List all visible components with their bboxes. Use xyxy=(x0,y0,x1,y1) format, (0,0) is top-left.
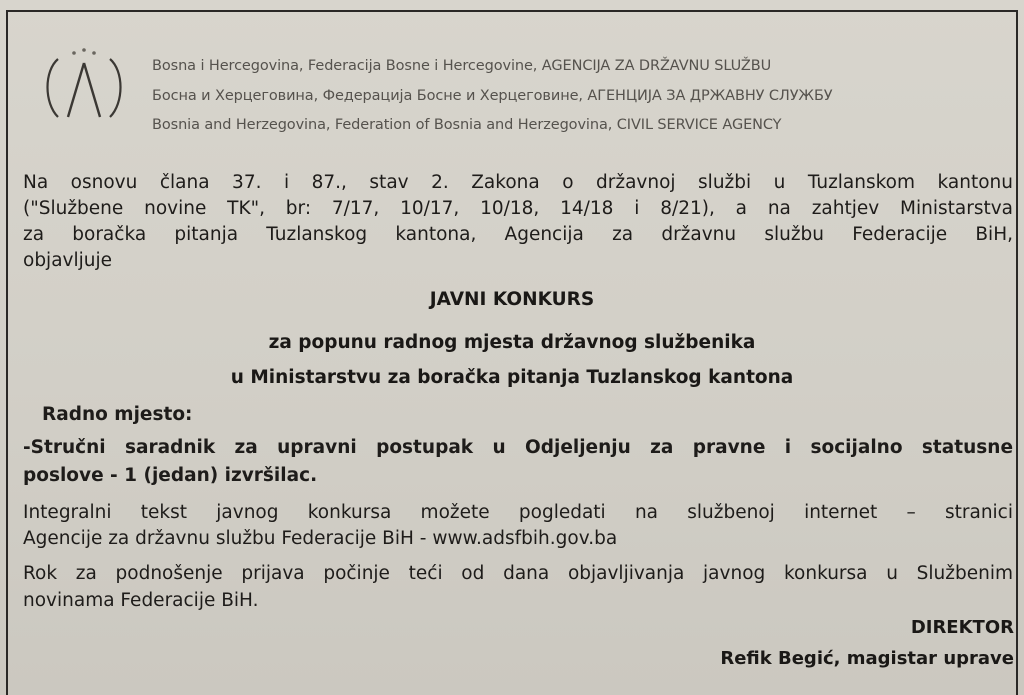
agency-logo-icon xyxy=(38,45,130,131)
position-line-2: poslove - 1 (jedan) izvršilac. xyxy=(23,465,318,486)
position-line-1: -Stručni saradnik za upravni postupak u Odjeljenju za pravne i socijalno statusne xyxy=(23,437,1013,458)
intro-line-1: Na osnovu člana 37. i 87., stav 2. Zakona o državnoj službi u Tuzlanskom kantonu xyxy=(23,172,1013,193)
header-line-bosnian: Bosna i Hercegovina, Federacija Bosne i Hercegovine, AGENCIJA ZA DRŽAVNU SLUŽBU xyxy=(152,58,772,74)
deadline-line-1: Rok za podnošenje prijava počinje teći od dana objavljivanja javnog konkursa u Službenim xyxy=(23,563,1013,584)
intro-line-4: objavljuje xyxy=(23,250,113,271)
signature-role: DIREKTOR xyxy=(910,617,1014,638)
deadline-line-2: novinama Federacije BiH. xyxy=(23,590,259,611)
intro-line-3: za boračka pitanja Tuzlanskog kantona, Agencija za državnu službu Federacije BiH, xyxy=(23,224,1013,245)
position-label: Radno mjesto: xyxy=(42,404,193,425)
notice-subtitle-2: u Ministarstvu za boračka pitanja Tuzlanskog kantona xyxy=(230,367,794,388)
deadline-text xyxy=(23,563,1013,584)
intro-text xyxy=(23,198,1013,219)
notice-heading: JAVNI KONKURS xyxy=(429,289,595,310)
intro-text xyxy=(23,172,1013,193)
position-text xyxy=(23,437,1013,458)
intro-text xyxy=(23,224,1013,245)
header-line-cyrillic: Босна и Херцеговина, Федерација Босне и Херцеговине, АГЕНЦИЈА ЗА ДРЖАВНУ СЛУЖБУ xyxy=(152,88,833,104)
intro-line-2: ("Službene novine TK", br: 7/17, 10/17, 10/18, 14/18 i 8/21), a na zahtjev Ministarstva xyxy=(23,198,1013,219)
info-line-2: Agencije za državnu službu Federacije BiH - www.adsfbih.gov.ba xyxy=(23,528,618,549)
header-line-english: Bosnia and Herzegovina, Federation of Bosnia and Herzegovina, CIVIL SERVICE AGENCY xyxy=(152,117,782,133)
info-text xyxy=(23,502,1013,523)
info-line-1: Integralni tekst javnog konkursa možete pogledati na službenoj internet – stranici xyxy=(23,502,1013,523)
signature-name: Refik Begić, magistar uprave xyxy=(720,648,1014,669)
notice-subtitle-1: za popunu radnog mjesta državnog službenika xyxy=(268,332,756,353)
